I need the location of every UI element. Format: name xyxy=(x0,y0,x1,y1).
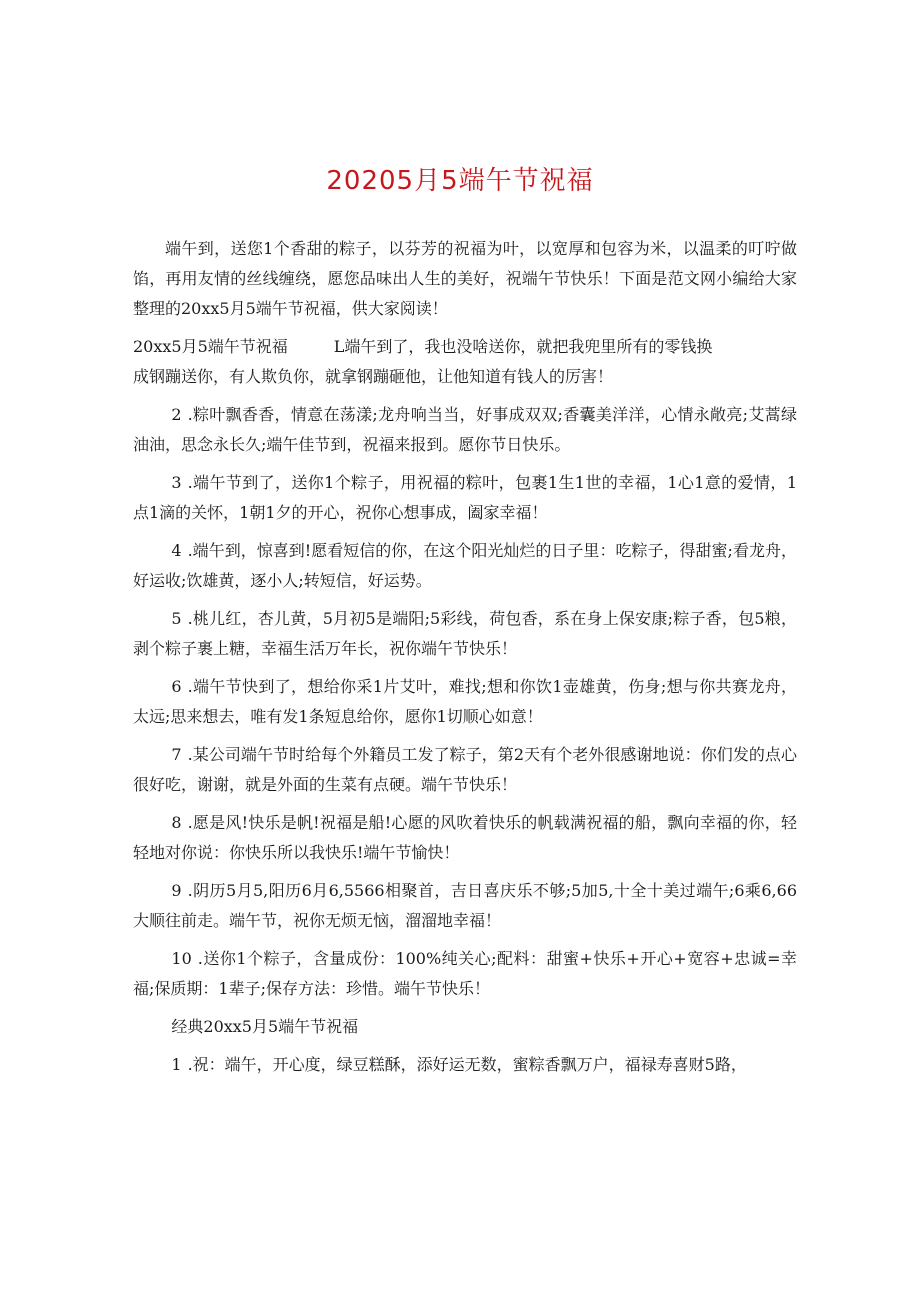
section2-heading: 经典20xx5月5端午节祝福 xyxy=(171,1017,359,1036)
list-item: 1 .祝：端午，开心度，绿豆糕酥，添好运无数，蜜粽香飘万户，福禄寿喜财5路， xyxy=(171,1055,747,1074)
section1-heading: 20xx5月5端午节祝福 xyxy=(133,337,288,356)
list-item: 4 .端午到，惊喜到!愿看短信的你，在这个阳光灿烂的日子里：吃粽子，得甜蜜;看龙舟，好运收;饮雄黄，逐小人;转短信，好运势。 xyxy=(133,541,797,590)
list-item: 10 .送你1个粽子，含量成份：100%纯关心;配料：甜蜜+快乐+开心+宽容+忠诚=幸福;保质期：1辈子;保存方法：珍惜。端午节快乐！ xyxy=(133,949,797,998)
document-body xyxy=(133,234,797,1088)
item-list xyxy=(133,400,797,1004)
item-1-first-line: L端午到了，我也没啥送你，就把我兜里所有的零钱换 xyxy=(333,337,713,356)
item-1-continuation: 成钢蹦送你，有人欺负你，就拿钢蹦砸他，让他知道有钱人的厉害！ xyxy=(133,367,614,386)
list-item: 3 .端午节到了，送你1个粽子，用祝福的粽叶，包裹1生1世的幸福，1心1意的爱情，1点1滴的关怀，1朝1夕的开心，祝你心想事成，阖家幸福！ xyxy=(133,473,797,522)
document-title: 20205月5端午节祝福 xyxy=(326,166,594,196)
list-item: 5 .桃儿红，杏儿黄，5月初5是端阳;5彩线，荷包香，系在身上保安康;粽子香，包5粮，剥个粽子裹上糖，幸福生活万年长，祝你端午节快乐！ xyxy=(133,609,797,658)
intro-paragraph: 端午到，送您1个香甜的粽子，以芬芳的祝福为叶，以宽厚和包容为米，以温柔的叮咛做馅，再用友情的丝线缠绕，愿您品味出人生的美好，祝端午节快乐！下面是范文网小编给大家整理的20xx5月5端午节祝福，供大家阅读！ xyxy=(133,239,797,318)
list-item: 8 .愿是风!快乐是帆!祝福是船!心愿的风吹着快乐的帆载满祝福的船，飘向幸福的你，轻轻地对你说：你快乐所以我快乐!端午节愉快！ xyxy=(133,813,797,862)
list-item: 9 .阴历5月5,阳历6月6,5566相聚首，吉日喜庆乐不够;5加5,十全十美过端午;6乘6,66大顺往前走。端午节，祝你无烦无恼，溜溜地幸福！ xyxy=(133,881,797,930)
section1-heading-row xyxy=(133,332,797,362)
list-item: 7 .某公司端午节时给每个外籍员工发了粽子，第2天有个老外很感谢地说：你们发的点心很好吃，谢谢，就是外面的生菜有点硬。端午节快乐！ xyxy=(133,745,797,794)
list-item: 6 .端午节快到了，想给你采1片艾叶，难找;想和你饮1壶雄黄，伤身;想与你共赛龙舟，太远;思来想去，唯有发1条短息给你，愿你1切顺心如意！ xyxy=(133,677,797,726)
list-item: 2 .粽叶飘香香，情意在荡漾;龙舟响当当，好事成双双;香囊美洋洋，心情永敞亮;艾蒿绿油油，思念永长久;端午佳节到，祝福来报到。愿你节日快乐。 xyxy=(133,405,797,454)
